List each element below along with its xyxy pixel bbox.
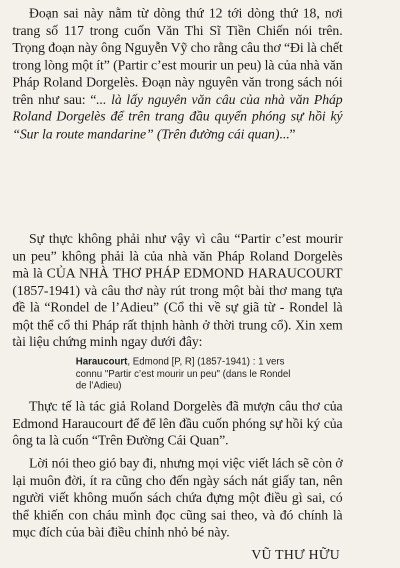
paragraph-1-text: Đoạn sai này nằm từ dòng thứ 12 tới dòng thứ 18, nơi trang số 117 trong cuốn Văn Thi Sĩ Tiền Chiến nói trên. Trọng đoạn này ông Nguyễn Vỹ cho rằng câu thơ “Đi là chết trong lòng một ít” (Partir c’est mourir un peu) là của nhà văn Pháp Roland Dorgelès. Đoạn này nguyên văn trong sách nói trên như sau: “ <box>12 6 343 107</box>
poet-name-emphasis: CỦA NHÀ THƠ PHÁP EDMOND HARAUCOURT <box>46 265 343 281</box>
paragraph-2-end: (1857-1941) và câu thơ này rút trong một bài thơ mang tựa đề là “Rondel de l’Adieu” (Cổ thi về sự giã từ - Rondel là một thể cổ thi Pháp rất thịnh hành ở thời trung cổ). Xin xem tài liệu chứng minh ngay dưới đây: <box>12 283 343 350</box>
paragraph-2-text: Sự thực không phải như vậy vì câu “Partir c’est mourir un peu” không phải là của nhà văn Pháp Roland Dorgelès mà là <box>12 231 343 281</box>
author-signature: VŨ THƯ HỮU <box>251 547 340 563</box>
paragraph-conclusion: Thực tế là tác giả Roland Dorgelès đã mượn câu thơ của Edmond Haraucourt để để lên đầu cuốn phóng sự hồi ký của ông ta là cuốn “Trên Đường Cái Quan”. <box>12 398 343 449</box>
paragraph-error-location <box>12 5 342 142</box>
reference-line-2: connu "Partir c’est mourir un peu" (dans le Rondel <box>75 368 291 380</box>
reference-author-details: , Edmond [P, R] (1857-1941) : 1 vers <box>127 356 285 368</box>
paragraph-correction <box>12 231 342 351</box>
reference-line-3: de l’Adieu) <box>75 380 122 391</box>
reference-author-name: Haraucourt <box>75 356 128 368</box>
paragraph-closing-remarks: Lời nói theo gió bay đi, nhưng mọi việc viết lách sẽ còn ở lại muôn đời, ít ra cũng cho đến ngày sách nát giấy tan, nên người viết không muốn sách chứa đựng một điều gì sai, có thể khiến con cháu mình đọc cũng sai theo, và đó chính là mục đích của bài điều chỉnh nhỏ bé này. <box>12 456 343 540</box>
reference-line-1 <box>76 357 345 369</box>
reference-citation <box>76 357 345 393</box>
paragraph-1-end: ...” <box>279 126 296 142</box>
quoted-passage: ... là lấy nguyên văn câu của nhà văn Pháp Roland Dorgelès để trên trang đầu quyển phóng sự hồi ký “Sur la route mandarine” (Trên đường cái quan) <box>12 92 343 142</box>
